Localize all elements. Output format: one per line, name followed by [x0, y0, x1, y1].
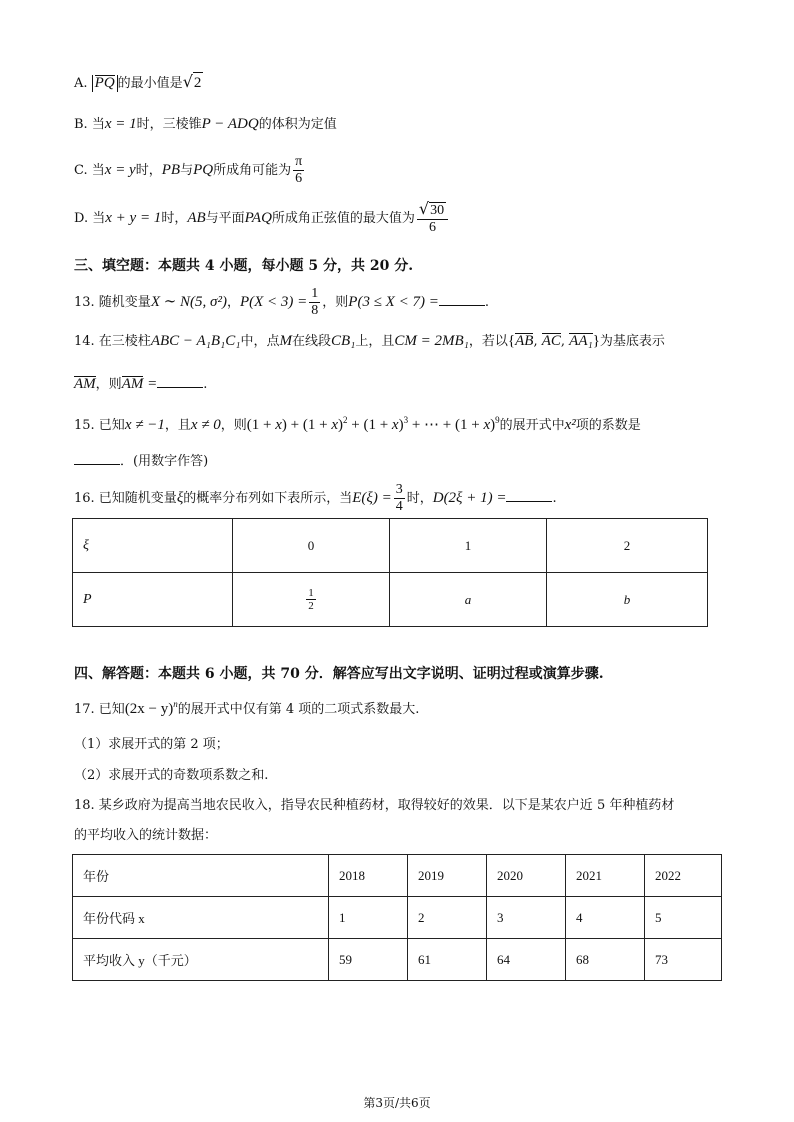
question-17-part1: （1）求展开式的第 2 项；: [74, 737, 229, 752]
fraction-sqrt30-over-6: $\frac{√30}{6}$: [417, 201, 448, 236]
question-18-line1: 18. 某乡政府为提高当地农民收入，指导农民种植药材，取得较好的效果．以下是某农户近 5 年种植药材: [74, 798, 675, 813]
section-4-title: 四、解答题：本题共 6 小题，共 70 分．解答应写出文字说明、证明过程或演算步骤.: [74, 666, 604, 682]
option-d: D. 当x + y = 1时，AB与平面PAQ所成角正弦值的最大值为 $\frac{√30}{6}$: [74, 198, 450, 239]
section-3-title: 三、填空题：本题共 4 小题，每小题 5 分，共 20 分.: [74, 258, 414, 274]
answer-blank: [439, 293, 485, 306]
fraction-3-4: $\frac{3}{4}$: [395, 482, 403, 514]
question-15-line2: ．(用数字作答): [74, 452, 208, 472]
option-label: A.: [74, 76, 88, 91]
option-a: A. PQ 的最小值是√2: [74, 72, 202, 91]
fraction-1-8: $\frac{1}{8}$: [311, 286, 319, 318]
question-14-line1: 14. 在三棱柱ABC − A₁B₁C₁中，点M在线段CB₁上，且CM = 2MB₁，若以{AB, AC, AA₁}为基底表示: [74, 333, 665, 349]
answer-blank: [157, 375, 203, 388]
question-17: 17. 已知$(2x - y)^n$的展开式中仅有第 4 项的二项式系数最大.: [74, 699, 420, 717]
question-13: 13. 随机变量X ∼ N(5, σ²)，P(X < 3) = $\frac{1}{8}$ ，则P(3 ≤ X < 7) = .: [74, 286, 489, 318]
question-15-line1: 15. 已知x ≠ −1，且x ≠ 0，则$(1 + x) + (1 + x)^2 + (1 + x)^3$ + ⋯ + $(1 + x)^9$的展开式中x²项的系数是: [74, 415, 641, 433]
fraction-pi-over-6: $\frac{\pi}{6}$: [295, 154, 303, 186]
question-14-line2: AM，则AM = .: [74, 376, 208, 392]
table-row: 平均收入 y（千元） 59 61 64 68 73: [73, 939, 722, 981]
page-footer: 第3页/共6页: [363, 1096, 431, 1110]
sqrt-symbol: √: [182, 72, 193, 91]
table-row: 年份代码 x 1 2 3 4 5: [73, 897, 722, 939]
probability-distribution-table: [72, 518, 708, 627]
table-row: ξ 0 1 2: [73, 519, 708, 573]
question-16: 16. 已知随机变量ξ的概率分布列如下表所示，当E(ξ) = $\frac{3}{4}$ 时，D(2ξ + 1) = .: [74, 482, 557, 514]
fraction-half: $\frac{1}{2}$: [308, 587, 314, 612]
answer-blank: [74, 452, 120, 465]
series-expression: $(1 + x) + (1 + x)^2 + (1 + x)^3$ + ⋯ + $(1 + x)^9$: [246, 415, 500, 433]
table-row: P $\frac{1}{2}$ a b: [73, 573, 708, 627]
option-b: B. 当x = 1时，三棱锥P − ADQ的体积为定值: [74, 116, 337, 132]
answer-blank: [506, 489, 552, 502]
question-17-part2: （2）求展开式的奇数项系数之和.: [74, 768, 269, 783]
pq-vector-magnitude: PQ: [92, 75, 118, 92]
table-row: 年份 2018 2019 2020 2021 2022: [73, 855, 722, 897]
question-18-line2: 的平均收入的统计数据：: [74, 828, 218, 843]
option-c: C. 当x = y时，PB与PQ所成角可能为 $\frac{\pi}{6}$: [74, 154, 303, 186]
income-statistics-table: [72, 854, 722, 981]
